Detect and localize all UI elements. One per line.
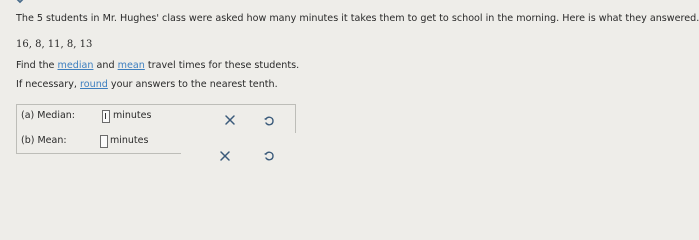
median-label: (a) Median: xyxy=(21,110,76,121)
median-link[interactable]: median xyxy=(57,60,94,71)
answer-panel xyxy=(16,104,181,154)
mean-link[interactable]: mean xyxy=(117,60,145,71)
data-values: 16, 8, 11, 8, 13 xyxy=(16,39,93,50)
text-cursor xyxy=(105,113,106,119)
chevron-down-icon[interactable] xyxy=(14,0,26,4)
mean-unit: minutes xyxy=(110,135,149,146)
mean-label: (b) Mean: xyxy=(21,135,67,146)
clear-median-x-icon[interactable] xyxy=(223,113,237,127)
undo-median-icon[interactable] xyxy=(262,114,276,128)
problem-statement: The 5 students in Mr. Hughes' class were asked how many minutes it takes them to get to school in the morning. Here is what they answered. xyxy=(16,13,699,24)
action-panel-border xyxy=(180,104,296,133)
mean-input[interactable] xyxy=(100,135,108,148)
instruction-round: If necessary, round your answers to the nearest tenth. xyxy=(16,79,278,90)
round-link[interactable]: round xyxy=(80,79,108,90)
undo-mean-icon[interactable] xyxy=(262,149,276,163)
median-input[interactable] xyxy=(102,110,110,123)
instruction-find: Find the median and mean travel times for these students. xyxy=(16,60,300,71)
median-unit: minutes xyxy=(113,110,152,121)
clear-mean-x-icon[interactable] xyxy=(218,149,232,163)
